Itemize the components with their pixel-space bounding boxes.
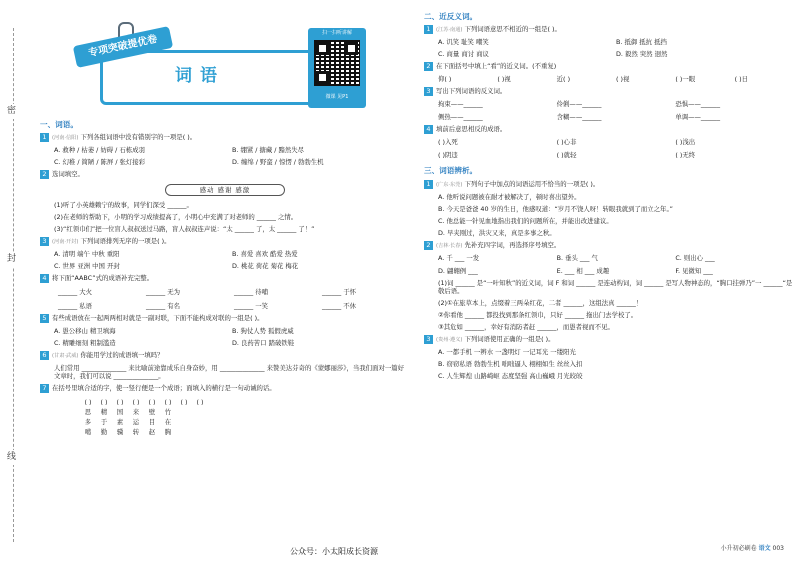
idiom-grid [58,288,410,310]
question-source: (甘肃·武威) [52,353,79,360]
question-source: (贵州·遵义) [436,336,463,343]
section-heading-1: 一、词语。 [40,120,78,129]
opposite-idiom-grid [438,138,794,159]
qr-corner-icon [316,42,329,55]
idiom-item: ______ 有名 [146,302,180,311]
blank-paren[interactable]: ( ) [132,398,140,407]
question-r3 [424,87,794,96]
antonym-item: 伶俐——______ [556,100,602,109]
idiom-blank: ( )阴违 [438,151,458,160]
binding-char-xian: 线 [7,450,16,465]
right-column [424,10,794,558]
question-text: 填前后意思相反的成语。 [436,125,507,134]
question-number: 1 [40,133,49,142]
qr-corner-icon [345,42,358,55]
idiom-item: ______ 大火 [58,288,92,297]
four-char-item: F. 见微知 ___ [675,266,713,275]
grid-char: 思 [84,408,92,417]
idiom-item: ______ 私语 [58,302,92,311]
question-source: (河南·信阳) [52,135,79,142]
options-l1 [54,146,410,166]
question-text: 有些成语放在一起两两相对就是一副对联，下面不能构成对联的一组是( )。 [52,314,264,323]
book-name: 小升初必刷卷 [720,544,757,552]
fill-line: (3)“红领巾们”把一位盲人叔叔送过马路，盲人叔叔连声说：“太 ______ 了，太 ______ 了！” [54,225,315,234]
antonym-item: 恐惧——______ [675,100,721,109]
binding-char-feng: 封 [7,252,16,267]
grid-char: 胸 [164,428,172,437]
grid-char: 目 [148,418,156,427]
grid-char: 骥 [116,428,124,437]
fill-line: (1)听了小英雄赖宁的故事，同学们深受 ______。 [54,201,193,210]
synonym-blank: ( )视 [615,75,630,84]
option-d: D. 良药苦口 踏破铁鞋 [232,339,295,348]
option-a: A. 讥笑 耻笑 嘲笑 [438,38,489,47]
antonym-item: 侧热——______ [438,113,483,122]
blank-paren[interactable]: ( ) [164,398,172,407]
option-b: B. 狗仗人势 狐假虎威 [232,327,294,336]
paren-row [80,398,410,406]
question-text: 先补充四字词，再选择序号填空。 [464,240,561,249]
option-c: C. 世界 亚洲 中国 开封 [54,262,120,271]
blank-paren[interactable]: ( ) [100,398,108,407]
word-bank-box: 感动 感谢 感激 [165,184,285,196]
blank-paren[interactable]: ( ) [196,398,204,407]
question-r2 [424,62,794,71]
question-number: 4 [424,125,433,134]
question-text: 在括号里填合适的字，使一竖行便是一个成语；面填入的横行是一句动诫的话。 [52,384,276,393]
grid-char: 来 [132,408,140,417]
binding-margin [0,0,36,566]
question-l1 [40,133,410,142]
grid-char: 噶 [84,428,92,437]
page-number: 003 [772,544,784,552]
synonym-row [438,75,794,83]
sentence-option: D. 早夹刚过，洪灾又来，真是多事之秋。 [438,228,556,237]
antonym-item: 拘束——______ [438,100,483,109]
synonym-blank: ( )视 [497,75,511,84]
question-l6 [40,351,410,360]
idiom-blank: ( )心非 [556,138,577,147]
idiom-blank: ( )无终 [675,151,696,160]
subject-name: 语文 [758,544,771,552]
question-r1 [424,25,794,34]
page-title: 词语 [175,66,225,86]
antonym-item: 单调——______ [675,113,721,122]
question-r7 [424,335,794,344]
section-heading-3: 三、词语辨析。 [424,166,478,176]
idiom-blank: ( )就轻 [556,151,577,160]
question-l2 [40,170,410,179]
question-text: 写出下列词语的反义词。 [436,87,507,96]
fill-line: (2)①在旅草本上，点缀着三两朵红花，二者 ______，这组法真 ______！ [438,298,643,307]
antonym-item: 含糊——______ [556,113,602,122]
question-number: 3 [40,237,49,246]
option-b: B. 喜爱 喜欢 酷爱 热爱 [232,250,298,259]
grid-char: 精 [100,408,108,417]
four-char-item: C. 则出心 ___ [675,253,715,262]
option-a: A. 清明 端午 中秋 重阳 [54,250,120,259]
question-text: 下列句子中加点的词语运用不恰当的一项是( )。 [464,179,600,188]
left-column [40,10,410,558]
idiom-blank: ( )浅出 [675,138,696,147]
options-r1 [438,38,794,58]
four-char-item: E. ___ 相 ___ 成趣 [556,266,610,275]
idiom-blank: ( )入死 [438,138,458,147]
grid-char: 多 [84,418,92,427]
question-source: (吉林·长春) [436,242,463,249]
antonym-grid [438,100,794,121]
four-char-item: B. 垂头 ___ 气 [556,253,598,262]
question-number: 3 [424,335,433,344]
grid-char: 竹 [164,408,172,417]
idiom-item: ______ 无为 [146,288,180,297]
question-source: (河南·开封) [52,239,79,246]
grid-char: 壁 [148,408,156,417]
grid-char: 赵 [148,428,156,437]
options-l5 [54,327,410,347]
sentence-option: C. 他总能一针见血地指出我们的问题所在，并能出改进建议。 [438,216,613,225]
question-l4 [40,274,410,283]
blank-paren[interactable]: ( ) [116,398,124,407]
blank-paren[interactable]: ( ) [180,398,188,407]
question-number: 2 [40,170,49,179]
blank-paren[interactable]: ( ) [84,398,92,407]
option-d: D. 缠绵 / 野蛮 / 惊愣 / 勃勃生机 [232,158,324,167]
grid-char: 勤 [100,428,108,437]
option-b: B. 窃窃私语 勃勃生机 咄咄逼人 栩栩如生 丝丝入扣 [438,359,583,368]
option-c: C. 幻稚 / 简陋 / 陈屏 / 张灯接彩 [54,158,146,167]
watermark-text: 公众号：小太阳成长资源 [290,547,378,556]
question-text: 你能用学过的成语填一填吗？ [80,351,164,360]
blank-paren[interactable]: ( ) [148,398,156,407]
option-a: A. 一都手机 一辨水 一盏明灯 一记耳光 一缕阳光 [438,347,576,356]
question-number: 2 [424,62,433,71]
fill-line: ③其危如 ______，幸好有消防者赶 ______，而愚者视而不见。 [438,322,614,331]
page-footer [721,545,784,553]
option-c: C. 人生辉煌 山路崎岖 态度坚强 高山巍峨 月光皎皎 [438,371,583,380]
question-text: 在下面括号中填上“看”的近义词。(不重复) [436,62,557,71]
grid-char: 于 [100,418,108,427]
fill-line: ②你看他 ______ 都投找到那条红领巾，只好 ______ 拖出门去学校了。 [438,310,638,319]
synonym-blank: 近( ) [556,75,571,84]
question-source: (广东·东莞) [436,181,463,188]
idiom-item: ______ 不休 [322,302,356,311]
grid-char: 国 [116,408,124,417]
question-number: 2 [424,241,433,250]
question-l3 [40,237,410,246]
question-source: (江苏·南通) [436,27,463,34]
question-l5 [40,314,410,323]
question-number: 1 [424,180,433,189]
question-number: 3 [424,87,433,96]
sentence-option: A. 他听说问题被在耐才被解决了，顿时喜出望外。 [438,192,581,201]
options-l3 [54,250,410,270]
synonym-blank: ( )日 [734,75,749,84]
question-text: 将下面“AABC”式的成语补充完整。 [52,274,154,283]
idiom-item: ______ 一笑 [234,302,268,311]
question-number: 6 [40,351,49,360]
option-b: B. 抵御 抵抗 抵挡 [616,38,667,47]
fill-line: (2)在老师的帮助下，小明的学习成绩提高了，小明心中充满了对老师的 ______ 之情。 [54,213,298,222]
fill-line: 人们常用 ______________ 来比喻前途靠成乐自身奋妙，用 ______________ 来赞美达芬奇的《蒙娜丽莎》，当我们面对一篇好文章时，我们可以说 ______________。 [54,364,405,381]
option-b: B. 绷紧 / 搪藏 / 黯然失尽 [232,146,305,155]
four-char-item: A. 千 ___ 一发 [438,253,480,262]
question-text: 下列词语排列无序的一项是( )。 [80,237,171,246]
question-number: 1 [424,25,433,34]
question-r5 [424,180,794,189]
question-l7 [40,384,410,393]
grid-char: 在 [164,418,172,427]
sentence-option: B. 今天是爸爸 40 岁的生日，他感叹道：“岁月不饶人呀！转眼我就到了而立之年。” [438,204,673,213]
option-a: A. 愚公移山 精卫填海 [54,327,116,336]
four-char-grid [438,254,794,275]
question-text: 下列词语使用正确的一组是( )。 [464,334,555,343]
option-a: A. 救种 / 枯萎 / 妨碍 / 石栋成羽 [54,146,145,155]
qr-corner-icon [316,71,329,84]
four-char-item: D. 翩翱例 ___ [438,266,478,275]
grid-char: 素 [116,418,124,427]
option-d: D. 毅然 突然 迥然 [616,50,668,59]
fill-line: (1)词 ______ 是“一叶知秋”的近义词，词 F 和词 ______ 是连动构词，词 ______ 是写人物神态的，“胸口挂弹乃”一 ______“是敬后语。 [438,278,793,295]
option-c: C. 精雕细刻 粗制滥造 [54,339,116,348]
synonym-blank: ( )一眼 [675,75,696,84]
section-heading-2: 二、近反义词。 [424,12,478,21]
question-r4 [424,125,794,134]
question-number: 7 [40,384,49,393]
qr-top-label: 扫一扫听讲解 [321,30,352,36]
qr-bottom-label: 微课 见P1 [325,94,349,100]
option-d: D. 桃花 荷花 菊花 梅花 [232,262,299,271]
synonym-blank: 仰( ) [438,75,452,84]
grid-char: 运 [132,418,140,427]
special-badge: 专项突破提优卷 [73,26,173,68]
question-r6 [424,241,794,250]
option-c: C. 商量 商讨 商议 [438,50,489,59]
question-text: 下列各组词语中没有错别字的一项是( )。 [80,133,197,142]
idiom-item: ______ 待哺 [234,288,268,297]
char-grid [80,408,410,436]
question-number: 4 [40,274,49,283]
question-number: 5 [40,314,49,323]
grid-char: 转 [132,428,140,437]
question-text: 下列词语意思不相近的一组是( )。 [464,25,561,34]
question-text: 选词填空。 [52,170,84,179]
page-header [40,10,410,118]
idiom-item: ______ 于怀 [322,288,356,297]
binding-char-mi: 密 [7,104,16,119]
